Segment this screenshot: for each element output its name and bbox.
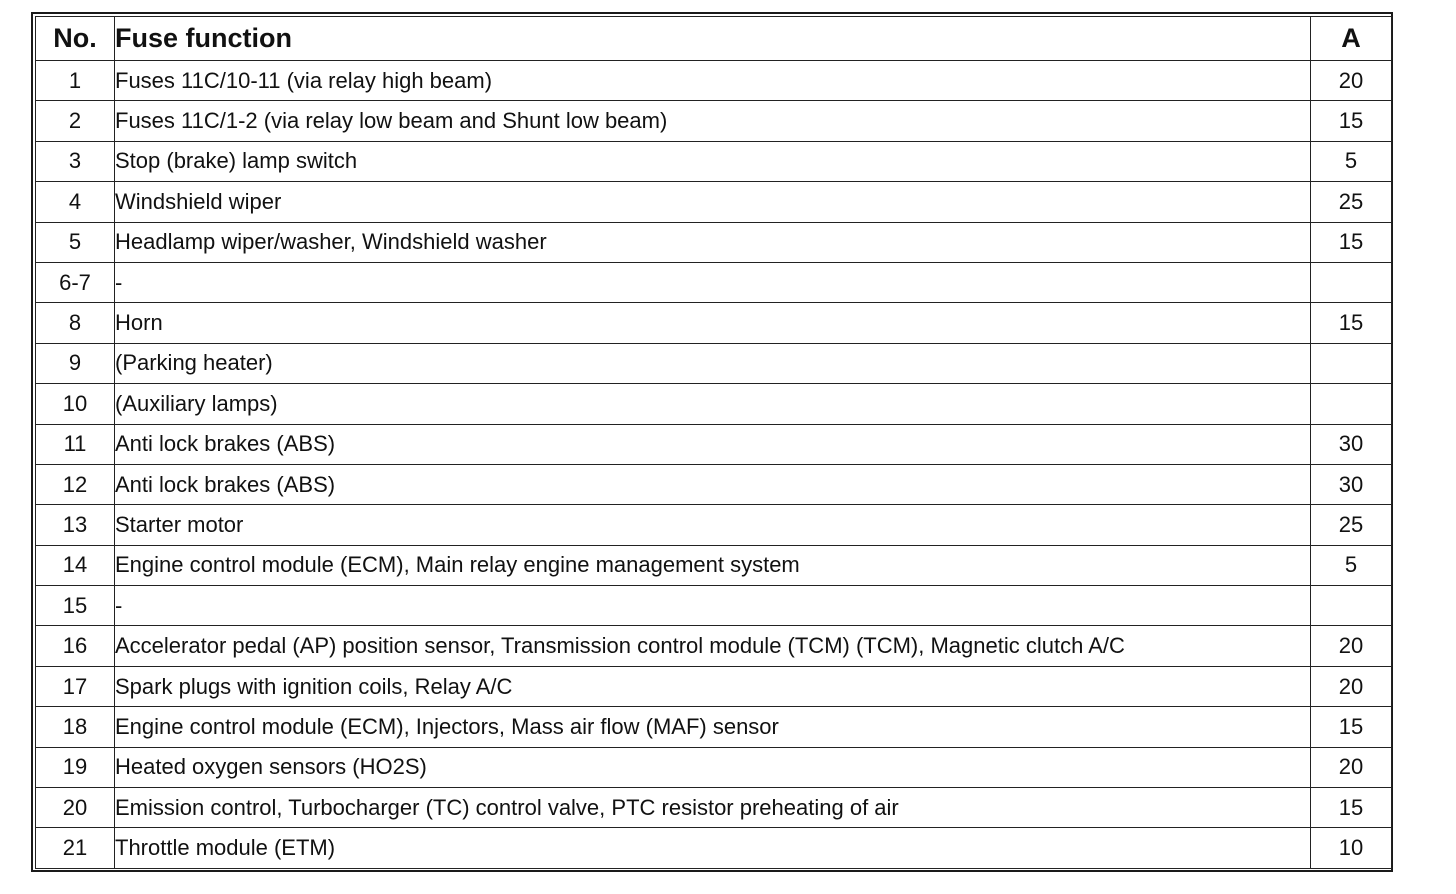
fuse-amperage: 15	[1311, 788, 1392, 828]
fuse-amperage: 20	[1311, 666, 1392, 706]
fuse-amperage: 30	[1311, 464, 1392, 504]
fuse-number: 18	[36, 707, 115, 747]
table-row	[36, 343, 1392, 383]
table-row	[36, 262, 1392, 302]
table-row	[36, 788, 1392, 828]
fuse-function: Windshield wiper	[115, 182, 1311, 222]
table-row	[36, 141, 1392, 181]
fuse-function: Stop (brake) lamp switch	[115, 141, 1311, 181]
table-row	[36, 303, 1392, 343]
fuse-table	[35, 16, 1392, 869]
fuse-amperage: 25	[1311, 505, 1392, 545]
table-row	[36, 101, 1392, 141]
fuse-amperage: 20	[1311, 626, 1392, 666]
fuse-amperage	[1311, 343, 1392, 383]
fuse-function: Accelerator pedal (AP) position sensor, Transmission control module (TCM) (TCM), Magnetic clutch A/C	[115, 626, 1311, 666]
header-no: No.	[36, 17, 115, 61]
fuse-function: Horn	[115, 303, 1311, 343]
fuse-function: Headlamp wiper/washer, Windshield washer	[115, 222, 1311, 262]
fuse-number: 21	[36, 828, 115, 869]
fuse-function: Throttle module (ETM)	[115, 828, 1311, 869]
fuse-number: 10	[36, 384, 115, 424]
fuse-number: 13	[36, 505, 115, 545]
fuse-amperage	[1311, 586, 1392, 626]
fuse-number: 3	[36, 141, 115, 181]
fuse-function: Fuses 11C/10-11 (via relay high beam)	[115, 61, 1311, 101]
fuse-table-body	[36, 61, 1392, 869]
fuse-number: 15	[36, 586, 115, 626]
header-amps: A	[1311, 17, 1392, 61]
fuse-amperage: 5	[1311, 141, 1392, 181]
fuse-function: Fuses 11C/1-2 (via relay low beam and Shunt low beam)	[115, 101, 1311, 141]
fuse-function: Heated oxygen sensors (HO2S)	[115, 747, 1311, 787]
fuse-function: Engine control module (ECM), Injectors, Mass air flow (MAF) sensor	[115, 707, 1311, 747]
fuse-number: 2	[36, 101, 115, 141]
fuse-function: Anti lock brakes (ABS)	[115, 424, 1311, 464]
fuse-number: 17	[36, 666, 115, 706]
fuse-function: (Parking heater)	[115, 343, 1311, 383]
fuse-function: Emission control, Turbocharger (TC) control valve, PTC resistor preheating of air	[115, 788, 1311, 828]
table-row	[36, 384, 1392, 424]
fuse-number: 12	[36, 464, 115, 504]
fuse-number: 9	[36, 343, 115, 383]
fuse-function: Anti lock brakes (ABS)	[115, 464, 1311, 504]
fuse-amperage: 5	[1311, 545, 1392, 585]
fuse-number: 8	[36, 303, 115, 343]
fuse-function: Spark plugs with ignition coils, Relay A/C	[115, 666, 1311, 706]
table-row	[36, 747, 1392, 787]
table-row	[36, 424, 1392, 464]
fuse-number: 14	[36, 545, 115, 585]
fuse-amperage	[1311, 384, 1392, 424]
fuse-function: -	[115, 586, 1311, 626]
table-row	[36, 828, 1392, 869]
fuse-amperage: 15	[1311, 303, 1392, 343]
fuse-number: 20	[36, 788, 115, 828]
fuse-amperage: 30	[1311, 424, 1392, 464]
fuse-number: 1	[36, 61, 115, 101]
fuse-number: 11	[36, 424, 115, 464]
fuse-function: Engine control module (ECM), Main relay engine management system	[115, 545, 1311, 585]
table-row	[36, 586, 1392, 626]
header-fuse-function: Fuse function	[115, 17, 1311, 61]
fuse-number: 16	[36, 626, 115, 666]
fuse-amperage: 15	[1311, 101, 1392, 141]
fuse-number: 4	[36, 182, 115, 222]
fuse-amperage: 25	[1311, 182, 1392, 222]
table-row	[36, 626, 1392, 666]
fuse-number: 5	[36, 222, 115, 262]
table-row	[36, 707, 1392, 747]
fuse-amperage: 15	[1311, 707, 1392, 747]
fuse-number: 19	[36, 747, 115, 787]
table-row	[36, 61, 1392, 101]
table-row	[36, 182, 1392, 222]
table-row	[36, 545, 1392, 585]
fuse-function: Starter motor	[115, 505, 1311, 545]
fuse-amperage: 10	[1311, 828, 1392, 869]
fuse-amperage: 20	[1311, 61, 1392, 101]
fuse-amperage	[1311, 262, 1392, 302]
table-row	[36, 666, 1392, 706]
fuse-amperage: 15	[1311, 222, 1392, 262]
table-row	[36, 222, 1392, 262]
table-row	[36, 464, 1392, 504]
fuse-amperage: 20	[1311, 747, 1392, 787]
fuse-function: -	[115, 262, 1311, 302]
header-row	[36, 17, 1392, 61]
fuse-number: 6-7	[36, 262, 115, 302]
fuse-function: (Auxiliary lamps)	[115, 384, 1311, 424]
table-row	[36, 505, 1392, 545]
